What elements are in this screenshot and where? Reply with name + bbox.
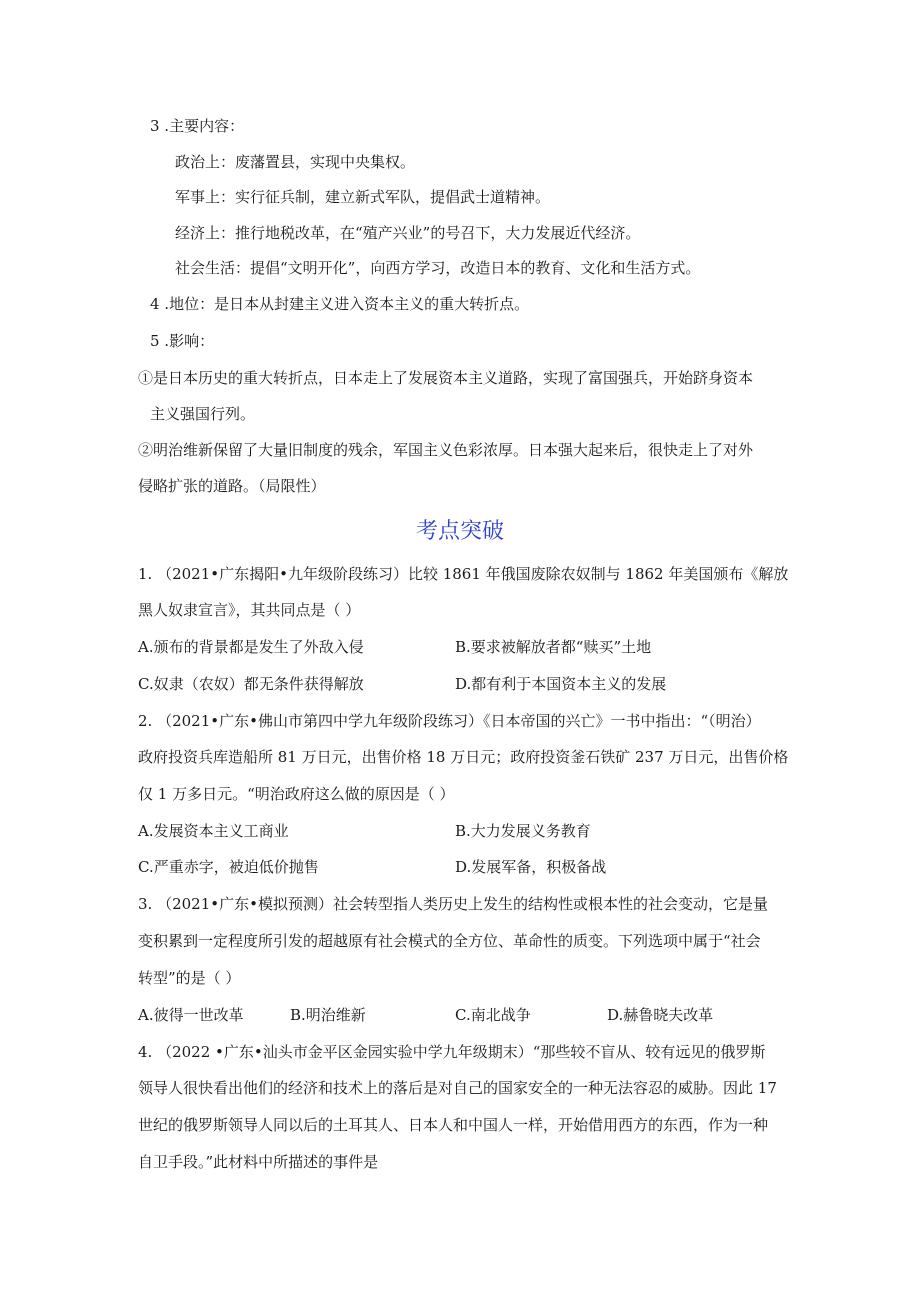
question-stem-line: 4. （2022 •广东•汕头市金平区金园实验中学九年级期末）“那些较不盲从、较有远见的俄罗斯 (138, 1043, 766, 1061)
question-stem-line: 黑人奴隶宣言》，其共同点是（ ） (138, 601, 361, 619)
item4-line: 4 .地位：是日本从封建主义进入资本主义的重大转折点。 (150, 295, 530, 313)
impact2-line2: 侵略扩张的道路。（局限性） (138, 477, 326, 495)
option-d: D.发展军备，积极备战 (455, 858, 607, 876)
question-stem-line: 3. （2021•广东•模拟预测）社会转型指人类历史上发生的结构性或根本性的社会变动，它是量 (138, 895, 768, 913)
question-stem-line: 世纪的俄罗斯领导人同以后的土耳其人、日本人和中国人一样，开始借用西方的东西，作为一种 (138, 1116, 769, 1134)
economy-line: 经济上：推行地税改革，在“殖产兴业”的号召下，大力发展近代经济。 (175, 224, 641, 242)
option-c: C.严重赤字，被迫低价抛售 (138, 858, 319, 876)
social-line: 社会生活：提倡“文明开化”，向西方学习，改造日本的教育、文化和生活方式。 (175, 259, 701, 277)
question-stem-line: 1. （2021•广东揭阳•九年级阶段练习）比较 1861 年俄国废除农奴制与 1862 年美国颁布《解放 (138, 565, 789, 583)
section-title: 考点突破 (415, 519, 504, 544)
item3-heading: 3 .主要内容： (150, 117, 245, 135)
option-a: A.发展资本主义工商业 (138, 822, 289, 840)
question-stem-line: 政府投资兵库造船所 81 万日元，出售价格 18 万日元；政府投资釜石铁矿 237 万日元，出售价格 (138, 748, 789, 766)
option-a: A.彼得一世改革 (138, 1006, 244, 1024)
question-stem-line: 仅 1 万多日元。“明治政府这么做的原因是（ ） (138, 785, 455, 803)
option-c: C.南北战争 (455, 1006, 531, 1024)
option-b: B.要求被解放者都“赎买”土地 (455, 638, 652, 656)
question-stem-line: 转型”的是（ ） (138, 969, 241, 987)
option-a: A.颁布的背景都是发生了外敌入侵 (138, 638, 364, 656)
question-stem-line: 领导人很快看出他们的经济和技术上的落后是对自己的国家安全的一种无法容忍的威胁。因此 17 (138, 1079, 777, 1097)
option-d: D.赫鲁晓夫改革 (607, 1006, 714, 1024)
military-line: 军事上：实行征兵制，建立新式军队，提倡武士道精神。 (175, 188, 551, 206)
option-c: C.奴隶（农奴）都无条件获得解放 (138, 675, 364, 693)
option-b: B.大力发展义务教育 (455, 822, 591, 840)
impact1-line1: ①是日本历史的重大转折点，日本走上了发展资本主义道路，实现了富国强兵，开始跻身资本 (138, 369, 754, 387)
question-stem-line: 自卫手段。”此材料中所描述的事件是 (138, 1153, 379, 1171)
option-b: B.明治维新 (290, 1006, 366, 1024)
option-d: D.都有利于本国资本主义的发展 (455, 675, 667, 693)
question-stem-line: 变积累到一定程度所引发的超越原有社会模式的全方位、革命性的质变。下列选项中属于“社会 (138, 932, 761, 950)
impact1-line2: 主义强国行列。 (150, 405, 256, 423)
impact2-line1: ②明治维新保留了大量旧制度的残余，军国主义色彩浓厚。日本强大起来后，很快走上了对外 (138, 441, 754, 459)
item5-heading: 5 .影响： (150, 332, 215, 350)
politics-line: 政治上：废藩置县，实现中央集权。 (175, 153, 416, 171)
question-stem-line: 2. （2021•广东•佛山市第四中学九年级阶段练习）《日本帝国的兴亡》一书中指出：“（明治） (138, 712, 761, 730)
